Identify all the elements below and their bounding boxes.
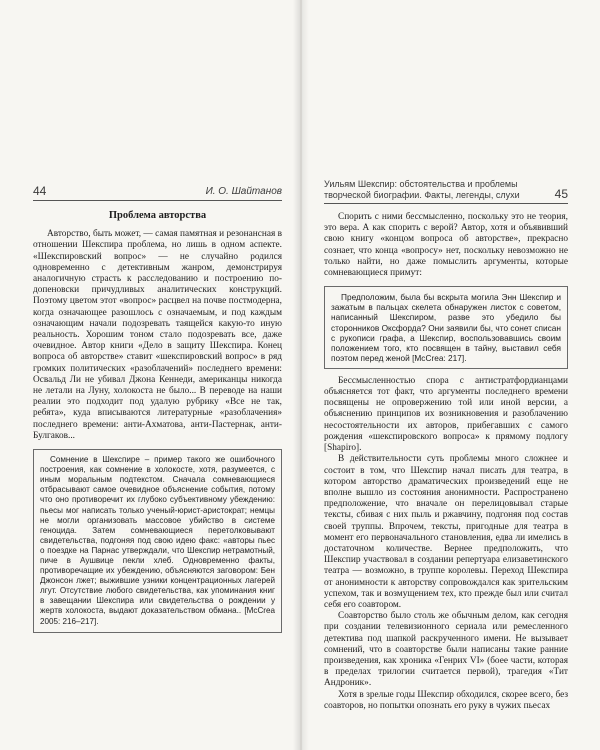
paragraph: Авторство, быть может, — самая памятная и резонансная в отношении Шекспира проблема, но лишь в одном аспекте. «Шекспировский вопрос» — не случайно родился одновременно с детективным жанром, демонстрируя аналогичную страсть к расследованию и построению по-допеновски причудливых аналитических конструкций. Поэтому цветом этот «вопрос» расцвел на почве постмодерна, когда означающее разошлось с означаемым, и под каждым означающим начали подозревать таящейся какую-то иную реальность. Хорошим тоном стало подозревать все, даже очевидное. Автор книги «Дело в защиту Шекспира. Конец вопроса об авторстве» ставит «шекспировский вопрос» в ряд громких политических «разоблачений» последнего времени: Освальд Ли не убивал Джона Кеннеди, американцы никогда не летали на Луну, холокоста не было... В переводе на наши реалии это подходит под удалую рубрику «Все не так, ребята», куда вписываются литературные «разоблачения» последнего времени: анти-Ахматова, анти-Пастернак, анти-Булгаков... [33,229,282,441]
paragraph: Спорить с ними бессмысленно, поскольку это не теория, это вера. А как спорить с верой? Автор, хотя и объявивший свою книгу «концом вопроса об авторстве», прекрасно сознает, что конца «вопросу» нет, поскольку невозможно не только найти, но даже помыслить аргументы, которые сомневающиеся примут: [324,212,568,279]
page-number-right: 45 [554,187,568,201]
quote-box [324,286,568,369]
section-title: Проблема авторства [108,210,207,221]
running-head-right [324,179,568,204]
book-gutter [293,0,309,750]
quote-text: Сомнение в Шекспире – пример такого же ошибочного построения, как сомнение в холокосте, хотя, разумеется, с иным моральным подтекстом. Сначала сомневающиеся отбрасывают самое очевидное объяснение события, потому что оно противоречит их глубоко субъективному убеждению: пьесы мог написать только ученый-юрист-аристократ; немцы не могли организовать массовое убийство в системе геноцида. Затем сомневающиеся перетолковывают свидетельства, подгоняя под свою идею факс: «авторы пьес о поездке на Парнас утверждали, что Шекспир нетрамотный, пиче в Аушвице пекли хлеб. Одновременно факты, противоречащие их убеждению, объясняются заговором: Бен Джонсон лжет; выжившие узники концентрационных лагерей лгут. Отсутствие любого свидетельства, как упоминания книг в завещании Шекспира или свидетельства о рождении у жертв холокоста, выдают доказательством обмана.. [McCrea 2005: 216–217]. [40,455,275,626]
right-body-text [324,212,568,712]
right-page [302,0,600,750]
paragraph: В действительности суть проблемы много сложнее и состоит в том, что Шекспир начал писать для театра, в котором авторство драматических произведений еще не вполне вышло из состояния анонимности. Распространено предположение, что вначале он перелицовывал старые тексты, сбивая с них пыль и ржавчину, подгоняя под состав своей труппы. Впрочем, тексты, пригодные для театра в момент его первоначального становления, едва ли имелись в достаточном количестве. Вернее предположить, что Шекспир участвовал в создании репертуара елизаветинского театра — возможно, в труппе королевы. Переход Шекспира от анонимности к авторству сопровождался как зрительским успехом, так и возмущением тех, кто прежде был или считал себя его соавтором. [324,454,568,610]
left-body-text [33,210,282,640]
running-head-title: Уильям Шекспир: обстоятельства и проблемы творческой биографии. Факты, легенды, слухи [324,179,520,200]
paragraph: Хотя в зрелые годы Шекспир обходился, скорее всего, без соавторов, но попытки опознать его руку в чужих пьесах [324,689,568,711]
quote-box [33,449,282,633]
running-head-author: И. О. Шайтанов [205,186,282,197]
paragraph: Соавторство было столь же обычным делом, как сегодня при создании телевизионного сериала или ремесленного детектива под шапкой раскрученного имени. Не вызывает сомнений, что в соавторстве были написаны такие ранние произведения, как хроника «Генрих VI» (боее части, которая в пределах трилогии считается первой), трагедия «Тит Андроник». [324,611,568,689]
paragraph: Бессмысленностью спора с антистратфордианцами объясняется тот факт, что аргументы последнего времени посвящены не опровержению той или иной версии, а объяснению принципов их возникновения и разоблачению несостоятельности их авторов, прибегавших с самого рождения «шекспировского вопроса» к прямому подлогу [Shapiro]. [324,375,568,454]
quote-text: Предположим, была бы вскрыта могила Энн Шекспир и зажатым в пальцах скелета обнаружен листок с советом, написанный Шекспиром, разве это убедило бы сторонников Оксфорда? Они заявили бы, что сонет списан с рукописи графа, а Шекспир, воспользовавшись своим положением того, кто посвящен в тайну, выставил себя поэтом перед женой [McCrea: 217]. [331,292,561,363]
running-head-left [33,182,282,201]
page-number-left: 44 [33,184,47,198]
